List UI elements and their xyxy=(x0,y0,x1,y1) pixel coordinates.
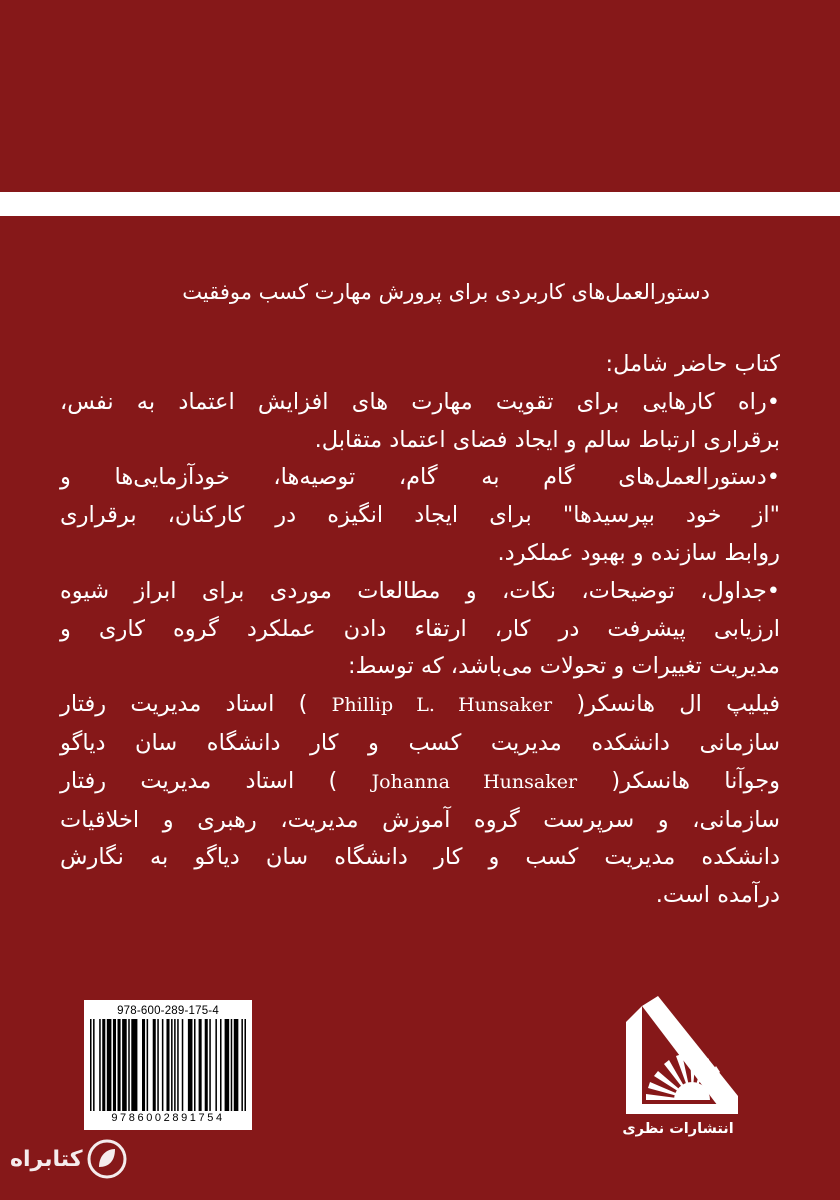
publisher-logo xyxy=(612,996,744,1156)
barcode-bar xyxy=(194,1019,196,1111)
barcode-bar xyxy=(182,1019,184,1111)
author-2-latin: Johanna Hunsaker xyxy=(371,770,578,793)
barcode-bar xyxy=(118,1019,121,1111)
barcode-bar xyxy=(205,1019,208,1111)
description-line: ارزیابی پیشرفت در کار، ارتقاء دادن عملکرد گروه کاری و xyxy=(60,615,780,642)
barcode-bar xyxy=(231,1019,233,1111)
barcode-bar xyxy=(102,1019,105,1111)
barcode-bar xyxy=(177,1019,179,1111)
barcode-bar xyxy=(174,1019,176,1111)
author-1-title: ) استاد مدیریت رفتار xyxy=(60,691,308,718)
description-line: برقراری ارتباط سالم و ایجاد فضای اعتماد متقابل. xyxy=(314,426,780,453)
isbn-barcode xyxy=(84,1000,252,1130)
description-line: "از خود بپرسیدها" برای ایجاد انگیزه در کارکنان، برقراری xyxy=(60,502,780,529)
author-1-persian: فیلیپ ال هانسکر( xyxy=(576,691,781,718)
barcode-bar xyxy=(162,1019,164,1111)
description-line: مدیریت تغییرات و تحولات می‌باشد، که توسط: xyxy=(348,653,780,680)
barcode-bar xyxy=(93,1019,95,1111)
author-1-latin: Phillip L. Hunsaker xyxy=(331,694,553,717)
barcode-bar xyxy=(128,1019,130,1111)
barcode-bar xyxy=(153,1019,156,1111)
barcode-bar xyxy=(131,1019,137,1111)
watermark-text: کتابراه xyxy=(10,1146,83,1172)
barcode-bar xyxy=(147,1019,149,1111)
top-color-band xyxy=(0,0,840,192)
barcode-bars xyxy=(90,1019,246,1111)
description-line: روابط سازنده و بهبود عملکرد. xyxy=(497,539,780,566)
barcode-bar xyxy=(166,1019,169,1111)
barcode-bar xyxy=(122,1019,127,1111)
description-line: •جداول، توضیحات، نکات، و مطالعات موردی برای ابراز شیوه xyxy=(60,577,780,604)
barcode-bar xyxy=(220,1019,222,1111)
barcode-bar xyxy=(209,1019,211,1111)
author-2-title: ) استاد مدیریت رفتار xyxy=(60,767,338,794)
description-line: درآمده است. xyxy=(655,882,780,909)
description-line: دانشکده مدیریت کسب و کار دانشگاه سان دیاگو به نگارش xyxy=(60,844,780,871)
publisher-emblem-icon xyxy=(612,996,744,1118)
ketabrah-logo-icon xyxy=(87,1139,127,1179)
barcode-bar xyxy=(188,1019,193,1111)
description-line: •دستورالعمل‌های گام به گام، توصیه‌ها، خودآزمایی‌ها و xyxy=(60,464,780,491)
description-line-author-1 xyxy=(60,686,780,725)
cover-subtitle: دستورالعمل‌های کاربردی برای پرورش مهارت کسب موفقیت xyxy=(182,280,710,304)
ketabrah-watermark xyxy=(10,1132,127,1186)
barcode-bar xyxy=(157,1019,159,1111)
description-line: •راه کارهایی برای تقویت مهارت های افزایش اعتماد به نفس، xyxy=(60,388,780,415)
description-line-author-2 xyxy=(60,763,780,802)
barcode-digits: 9786002891754 xyxy=(111,1112,225,1124)
barcode-bar xyxy=(225,1019,230,1111)
barcode-bar xyxy=(215,1019,217,1111)
cover-description xyxy=(60,346,780,915)
author-2-persian: وجوآنا هانسکر( xyxy=(611,767,781,794)
white-stripe xyxy=(0,192,840,216)
publisher-name: انتشارات نظری xyxy=(622,1121,734,1137)
barcode-bar xyxy=(99,1019,101,1111)
barcode-bar xyxy=(90,1019,92,1111)
barcode-bar xyxy=(171,1019,173,1111)
description-line: سازمانی، و سرپرست گروه آموزش مدیریت، رهبری و اخلاقیات xyxy=(60,806,780,833)
barcode-bar xyxy=(234,1019,239,1111)
description-line: سازمانی دانشکده مدیریت کسب و کار دانشگاه سان دیاگو xyxy=(60,729,780,756)
isbn-number: 978-600-289-175-4 xyxy=(117,1005,219,1017)
barcode-bar xyxy=(113,1019,116,1111)
barcode-bar xyxy=(142,1019,145,1111)
barcode-bar xyxy=(241,1019,243,1111)
barcode-bar xyxy=(244,1019,246,1111)
description-line: کتاب حاضر شامل: xyxy=(605,351,780,377)
barcode-bar xyxy=(199,1019,202,1111)
barcode-bar xyxy=(107,1019,112,1111)
